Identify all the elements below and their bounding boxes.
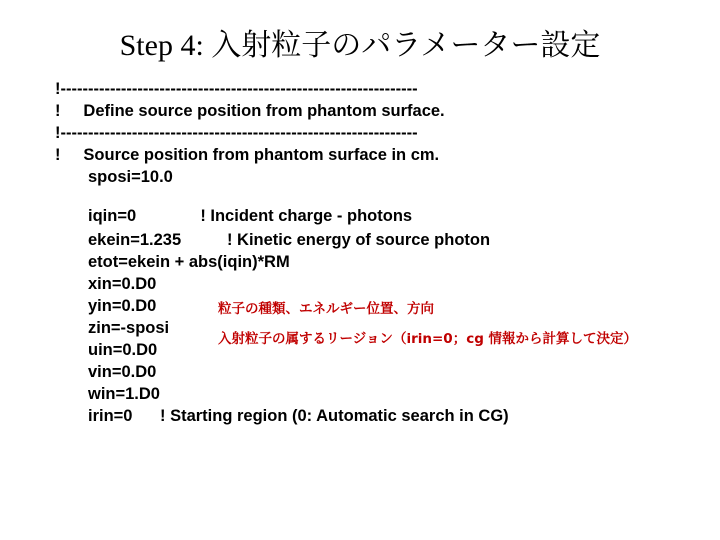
code-line-irin: irin=0 ! Starting region (0: Automatic search in CG) <box>88 407 509 425</box>
comment-divider-top: !----------------------------------------------------------------- <box>55 80 418 98</box>
code-line-vin: vin=0.D0 <box>88 363 157 381</box>
code-line-ekein: ekein=1.235 ! Kinetic energy of source photon <box>88 231 491 249</box>
comment-line-define: ! Define source position from phantom surface. <box>55 102 445 120</box>
annotation-particle-params: 粒子の種類、エネルギー位置、方向 <box>218 301 434 317</box>
code-line-iqin: iqin=0 ! Incident charge - photons <box>88 207 413 225</box>
page-title: Step 4: 入射粒子のパラメーター設定 <box>119 29 601 62</box>
code-line-xin: xin=0.D0 <box>88 275 157 293</box>
code-line-win: win=1.D0 <box>88 385 160 403</box>
code-line-etot: etot=ekein + abs(iqin)*RM <box>88 253 290 271</box>
code-line-yin: yin=0.D0 <box>88 297 157 315</box>
comment-divider-bottom: !----------------------------------------------------------------- <box>55 124 418 142</box>
annotation-region: 入射粒子の属するリージョン（irin=0；cg 情報から計算して決定） <box>218 331 638 347</box>
code-line-uin: uin=0.D0 <box>88 341 158 359</box>
code-line-zin: zin=-sposi <box>88 319 170 337</box>
code-line-sposi: sposi=10.0 <box>88 168 173 186</box>
comment-line-source: ! Source position from phantom surface in cm. <box>55 146 440 164</box>
